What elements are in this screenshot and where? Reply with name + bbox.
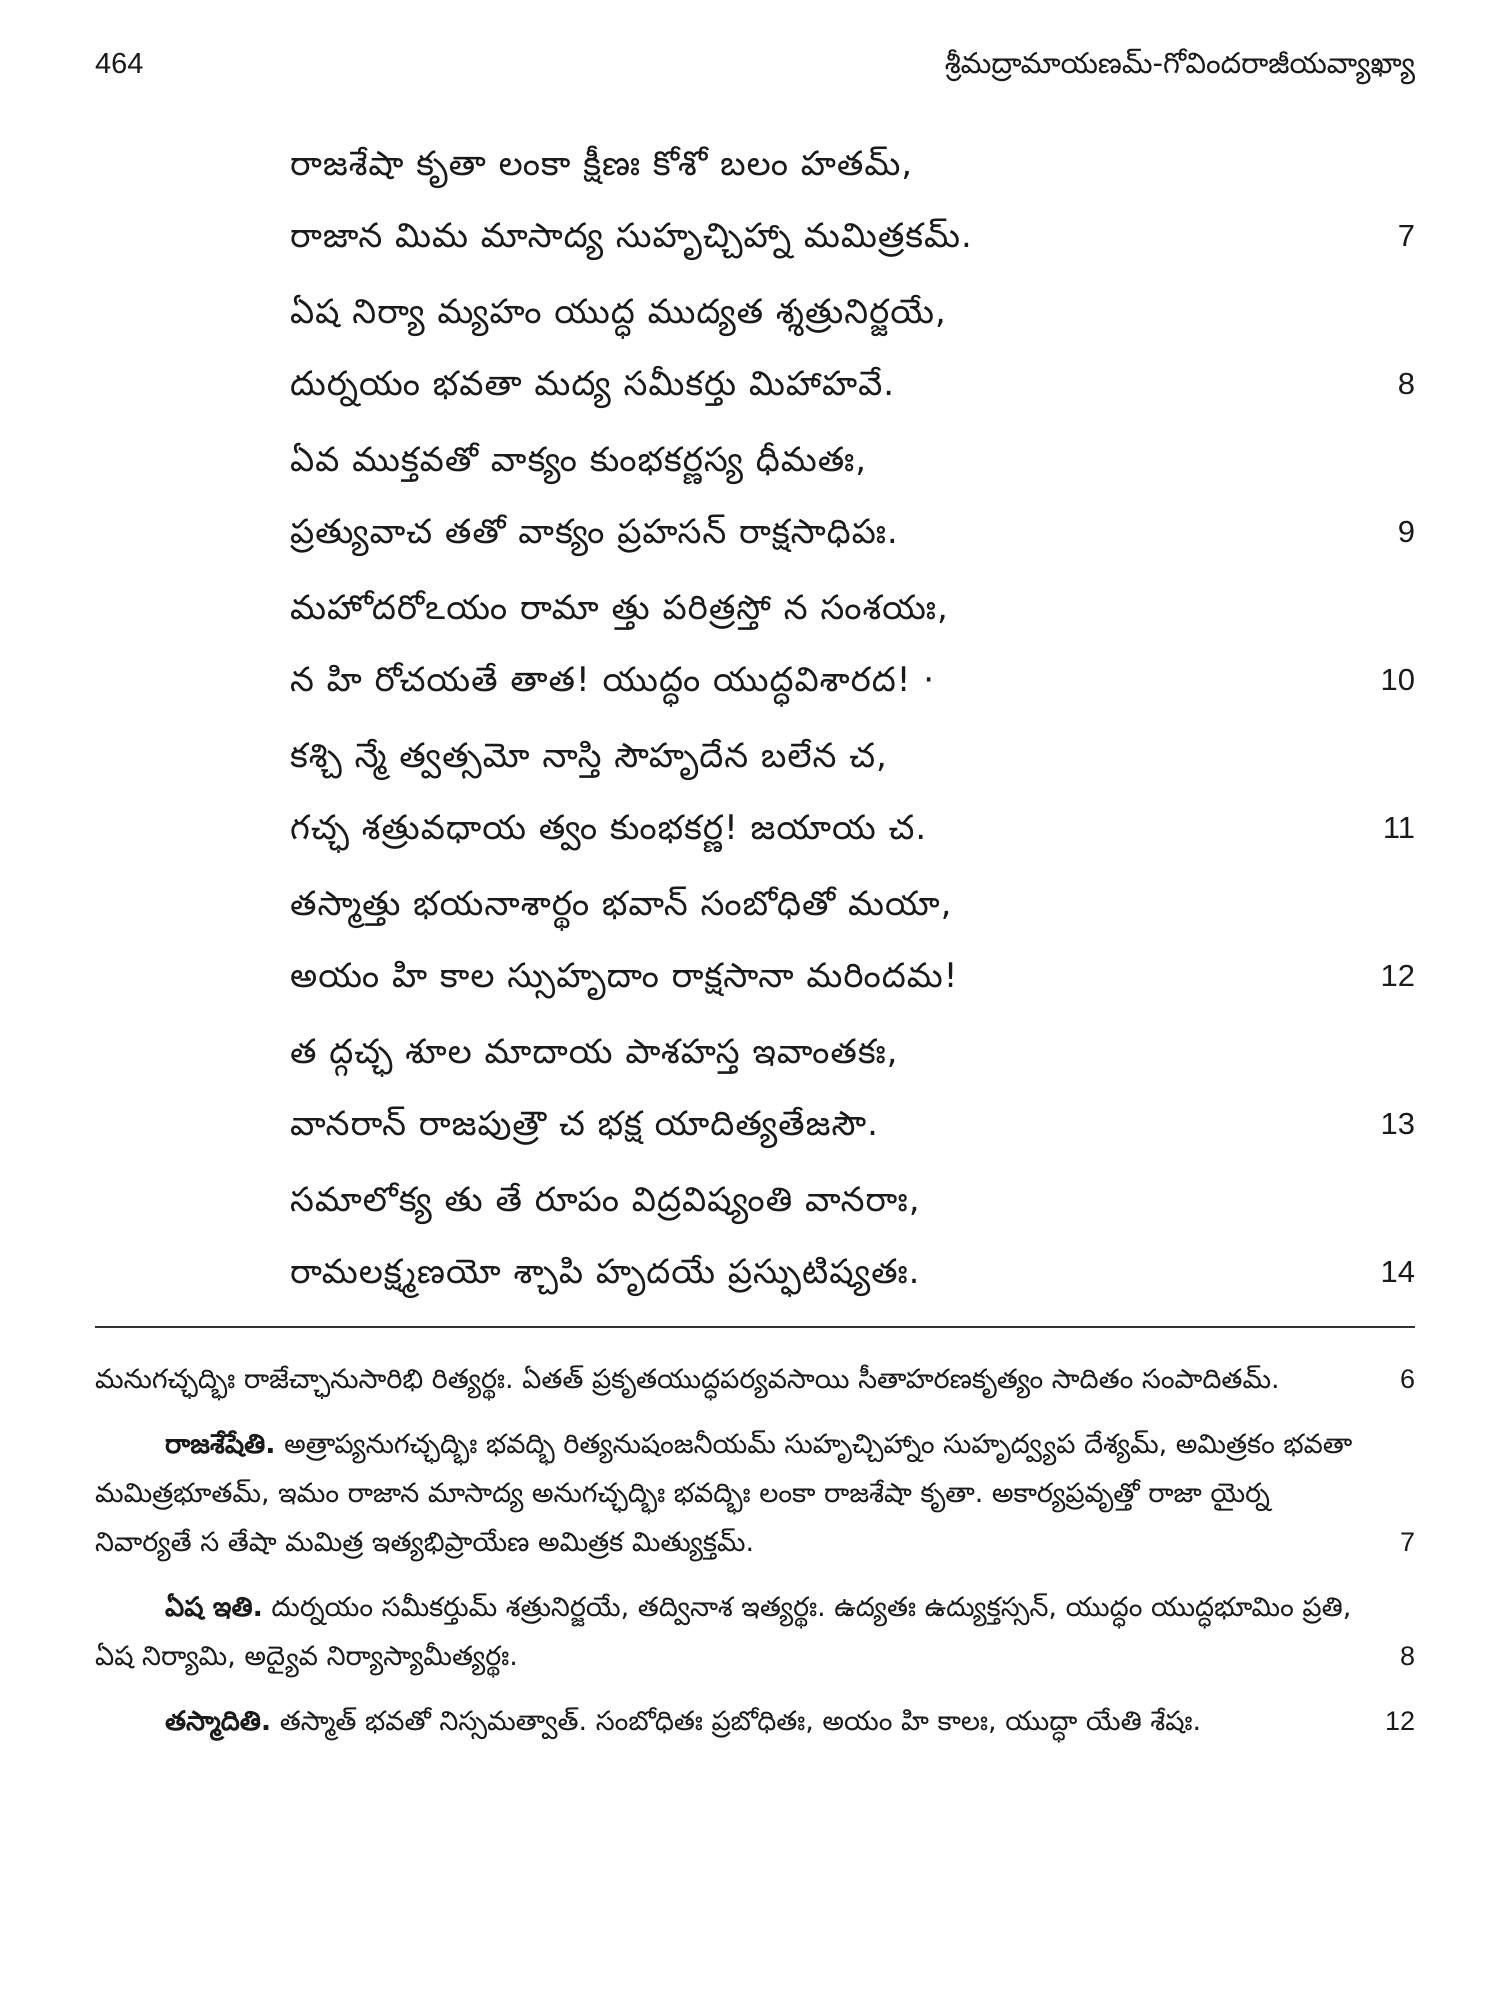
section-divider	[95, 1326, 1415, 1328]
verse-10	[290, 572, 1415, 720]
verse-number: 10	[1380, 662, 1415, 697]
verse-number: 9	[1397, 514, 1415, 549]
verse-line: కశ్చి న్మే త్వత్సమో నాస్తి సౌహృదేన బలేన చ,	[290, 736, 888, 776]
commentary-paragraph-8	[95, 1583, 1415, 1681]
verse-line: ఏష నిర్యా మ్యహం యుద్ధ ముద్యత శ్శత్రునిర్జయే,	[290, 292, 947, 332]
verse-number: 14	[1380, 1254, 1415, 1289]
verse-11	[290, 720, 1415, 868]
verse-number: 8	[1397, 366, 1415, 401]
verse-8	[290, 276, 1415, 424]
verse-number: 12	[1380, 958, 1415, 993]
verse-line: రాజాన మిమ మాసాద్య సుహృచ్చిహ్నా మమిత్రకమ్.	[290, 216, 973, 256]
commentary-body: అత్రాప్యనుగచ్ఛద్భిః భవద్భి రిత్యనుషంజనీయమ్ సుహృచ్చిహ్నాం సుహృద్వ్యప దేశ్యమ్, అమిత్రకం భవతా మమిత్రభూతమ్, ఇమం రాజాన మాసాద్య అనుగచ్ఛద్భిః భవద్భిః లంకా రాజశేషా కృతా. అకార్యప్రవృత్తో రాజా యైర్న నివార్యతే స తేషా మమిత్ర ఇత్యభిప్రాయేణ అమిత్రక మిత్యుక్తమ్.	[95, 1429, 1353, 1558]
commentary-lemma: తస్మాదితి.	[165, 1706, 272, 1737]
verse-14	[290, 1164, 1415, 1312]
verse-line: త ద్గచ్ఛ శూల మాదాయ పాశహస్త ఇవాంతకః,	[290, 1032, 899, 1072]
verse-line: మహోదరోఽయం రామా త్తు పరిత్రస్తో న సంశయః,	[290, 588, 949, 628]
verse-line: రాజశేషా కృతా లంకా క్షీణః కోశో బలం హతమ్,	[290, 144, 914, 184]
verse-line: తస్మాత్తు భయనాశార్థం భవాన్ సంబోధితో మయా,	[290, 884, 953, 924]
verse-12	[290, 868, 1415, 1016]
verse-block	[290, 128, 1415, 1312]
verse-line: ప్రత్యువాచ తతో వాక్యం ప్రహసన్ రాక్షసాధిపః.	[290, 512, 899, 552]
commentary-text	[95, 1355, 1415, 1404]
commentary-body: దుర్నయం సమీకర్తుమ్ శత్రునిర్జయే, తద్వినాశ ఇత్యర్థః. ఉద్యతః ఉద్యుక్తస్సన్, యుద్ధం యుద్ధభూమిం ప్రతి, ఏష నిర్యామి, అద్యైవ నిర్యాస్యామీత్యర్థః.	[95, 1592, 1352, 1672]
verse-line: న హి రోచయతే తాత! యుద్ధం యుద్ధవిశారద! ·	[290, 660, 936, 700]
verse-line: దుర్నయం భవతా మద్య సమీకర్తు మిహాహవే.	[290, 364, 896, 404]
verse-line: అయం హి కాల స్సుహృదాం రాక్షసానా మరిందమ!	[290, 956, 959, 996]
commentary-text	[95, 1420, 1415, 1567]
verse-number: 7	[1397, 218, 1415, 253]
commentary-paragraph-6	[95, 1355, 1415, 1404]
commentary-number: 7	[1399, 1527, 1415, 1557]
commentary-number: 8	[1399, 1641, 1415, 1671]
verse-line: సమాలోక్య తు తే రూపం విద్రవిష్యంతి వానరాః,	[290, 1180, 921, 1220]
verse-number: 13	[1380, 1106, 1415, 1141]
commentary-paragraph-12	[95, 1697, 1415, 1746]
verse-9	[290, 424, 1415, 572]
page-header	[95, 40, 1415, 90]
commentary-text	[95, 1697, 1415, 1746]
commentary-block	[95, 1355, 1415, 1762]
running-title: శ్రీమద్రామాయణమ్-గోవిందరాజీయవ్యాఖ్యా	[944, 46, 1415, 80]
page-number: 464	[95, 48, 144, 80]
commentary-number: 12	[1384, 1706, 1415, 1736]
verse-13	[290, 1016, 1415, 1164]
commentary-paragraph-7	[95, 1420, 1415, 1567]
verse-line: రామలక్ష్మణయో శ్చాపి హృదయే ప్రస్ఫుటిష్యతః.	[290, 1252, 921, 1292]
commentary-body: మనుగచ్ఛద్భిః రాజేచ్ఛానుసారిభి రిత్యర్థః. ఏతత్ ప్రకృతయుద్ధపర్యవసాయి సీతాహరణకృత్యం సాదితం సంపాదితమ్.	[95, 1364, 1280, 1395]
verse-number: 11	[1382, 810, 1415, 845]
commentary-lemma: రాజశేషేతి.	[165, 1429, 276, 1460]
verse-line: ఏవ ముక్తవతో వాక్యం కుంభకర్ణస్య ధీమతః,	[290, 440, 868, 480]
verse-line: గచ్ఛ శత్రువధాయ త్వం కుంభకర్ణ! జయాయ చ.	[290, 808, 928, 848]
verse-line: వానరాన్ రాజపుత్రౌ చ భక్ష యాదిత్యతేజసౌ.	[290, 1104, 879, 1144]
commentary-body: తస్మాత్ భవతో నిస్సమత్వాత్. సంబోధితః ప్రబోధితః, అయం హి కాలః, యుద్ధా యేతి శేషః.	[271, 1706, 1202, 1737]
commentary-text	[95, 1583, 1415, 1681]
commentary-lemma: ఏష ఇతి.	[165, 1592, 263, 1623]
verse-7	[290, 128, 1415, 276]
commentary-number: 6	[1399, 1364, 1415, 1394]
